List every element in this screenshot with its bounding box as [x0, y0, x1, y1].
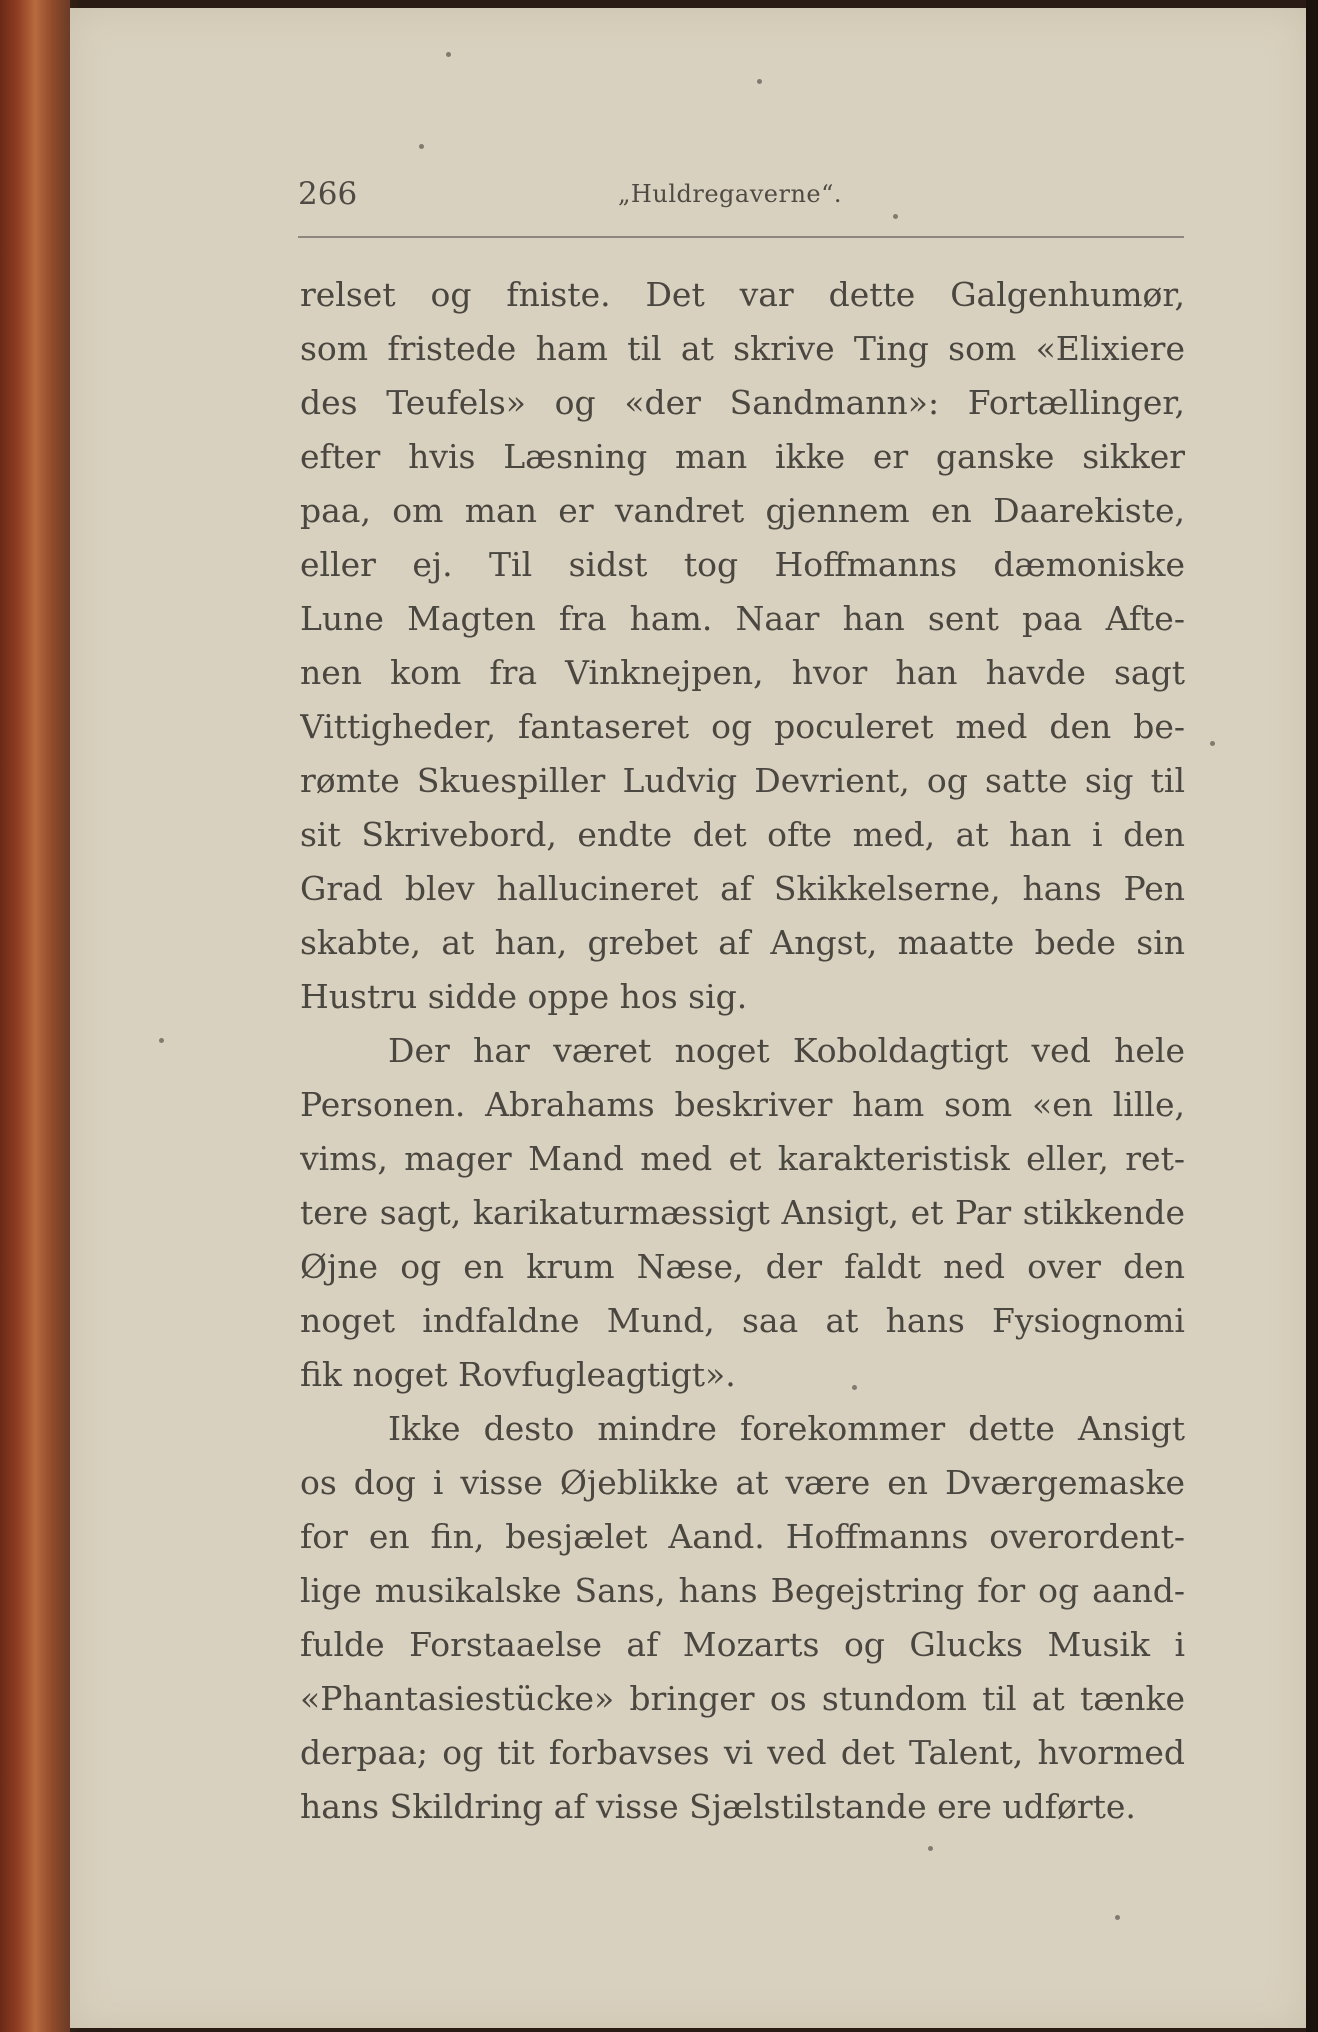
text-line: relset og fniste. Det var dette Galgenhumør, [300, 275, 1185, 314]
paper-speck [893, 214, 898, 219]
text-line: rømte Skuespiller Ludvig Devrient, og satte sig til [300, 761, 1185, 800]
text-line: Der har været noget Koboldagtigt ved hele [388, 1031, 1185, 1070]
paragraph-2 [300, 1024, 1185, 1402]
paragraph-3 [300, 1402, 1185, 1834]
paper-speck [757, 79, 762, 84]
text-line: sit Skrivebord, endte det ofte med, at han i den [300, 815, 1185, 854]
text-line: fik noget Rovfugleagtigt». [300, 1355, 736, 1394]
paper-speck [446, 52, 451, 57]
text-line: nen kom fra Vinknejpen, hvor han havde sagt [300, 653, 1185, 692]
paper-speck [1115, 1915, 1120, 1920]
body-text [300, 268, 1185, 1834]
running-head [298, 174, 1184, 224]
text-line: efter hvis Læsning man ikke er ganske sikker [300, 437, 1185, 476]
header-rule [298, 236, 1184, 238]
paper-speck [852, 1385, 857, 1390]
text-line: Vittigheder, fantaseret og poculeret med den be- [300, 707, 1185, 746]
text-line: paa, om man er vandret gjennem en Daarekiste, [300, 491, 1185, 530]
text-line: derpaa; og tit forbavses vi ved det Talent, hvormed [300, 1733, 1185, 1772]
paper-speck [419, 144, 424, 149]
page-number: 266 [298, 176, 358, 212]
text-line: os dog i visse Øjeblikke at være en Dværgemaske [300, 1463, 1185, 1502]
text-line: for en fin, besjælet Aand. Hoffmanns overordent- [300, 1517, 1185, 1556]
text-line: som fristede ham til at skrive Ting som «Elixiere [300, 329, 1185, 368]
paragraph-1 [300, 268, 1185, 1024]
paper-speck [1210, 741, 1215, 746]
text-line: Personen. Abrahams beskriver ham som «en lille, [300, 1085, 1185, 1124]
text-line: Lune Magten fra ham. Naar han sent paa Afte- [300, 599, 1185, 638]
paper-speck [928, 1846, 933, 1851]
text-line: eller ej. Til sidst tog Hoffmanns dæmoniske [300, 545, 1185, 584]
text-line: Grad blev hallucineret af Skikkelserne, hans Pen [300, 869, 1185, 908]
text-line: Øjne og en krum Næse, der faldt ned over den [300, 1247, 1185, 1286]
text-line: tere sagt, karikaturmæssigt Ansigt, et Par stikkende [300, 1193, 1185, 1232]
page-right-edge [1306, 0, 1318, 2032]
paper-speck [159, 1038, 164, 1043]
text-line: «Phantasiestücke» bringer os stundom til at tænke [300, 1679, 1185, 1718]
text-line: Hustru sidde oppe hos sig. [300, 977, 748, 1016]
text-line: vims, mager Mand med et karakteristisk eller, ret- [300, 1139, 1185, 1178]
text-line: Ikke desto mindre forekommer dette Ansigt [388, 1409, 1185, 1448]
text-line: des Teufels» og «der Sandmann»: Fortællinger, [300, 383, 1185, 422]
text-line: hans Skildring af visse Sjælstilstande ere udførte. [300, 1787, 1136, 1826]
text-line: skabte, at han, grebet af Angst, maatte bede sin [300, 923, 1185, 962]
text-line: lige musikalske Sans, hans Begejstring for og aand- [300, 1571, 1185, 1610]
text-line: noget indfaldne Mund, saa at hans Fysiognomi [300, 1301, 1185, 1340]
text-line: fulde Forstaaelse af Mozarts og Glucks Musik i [300, 1625, 1185, 1664]
running-title: „Huldregaverne“. [618, 180, 842, 208]
book-binding-edge [0, 0, 70, 2032]
